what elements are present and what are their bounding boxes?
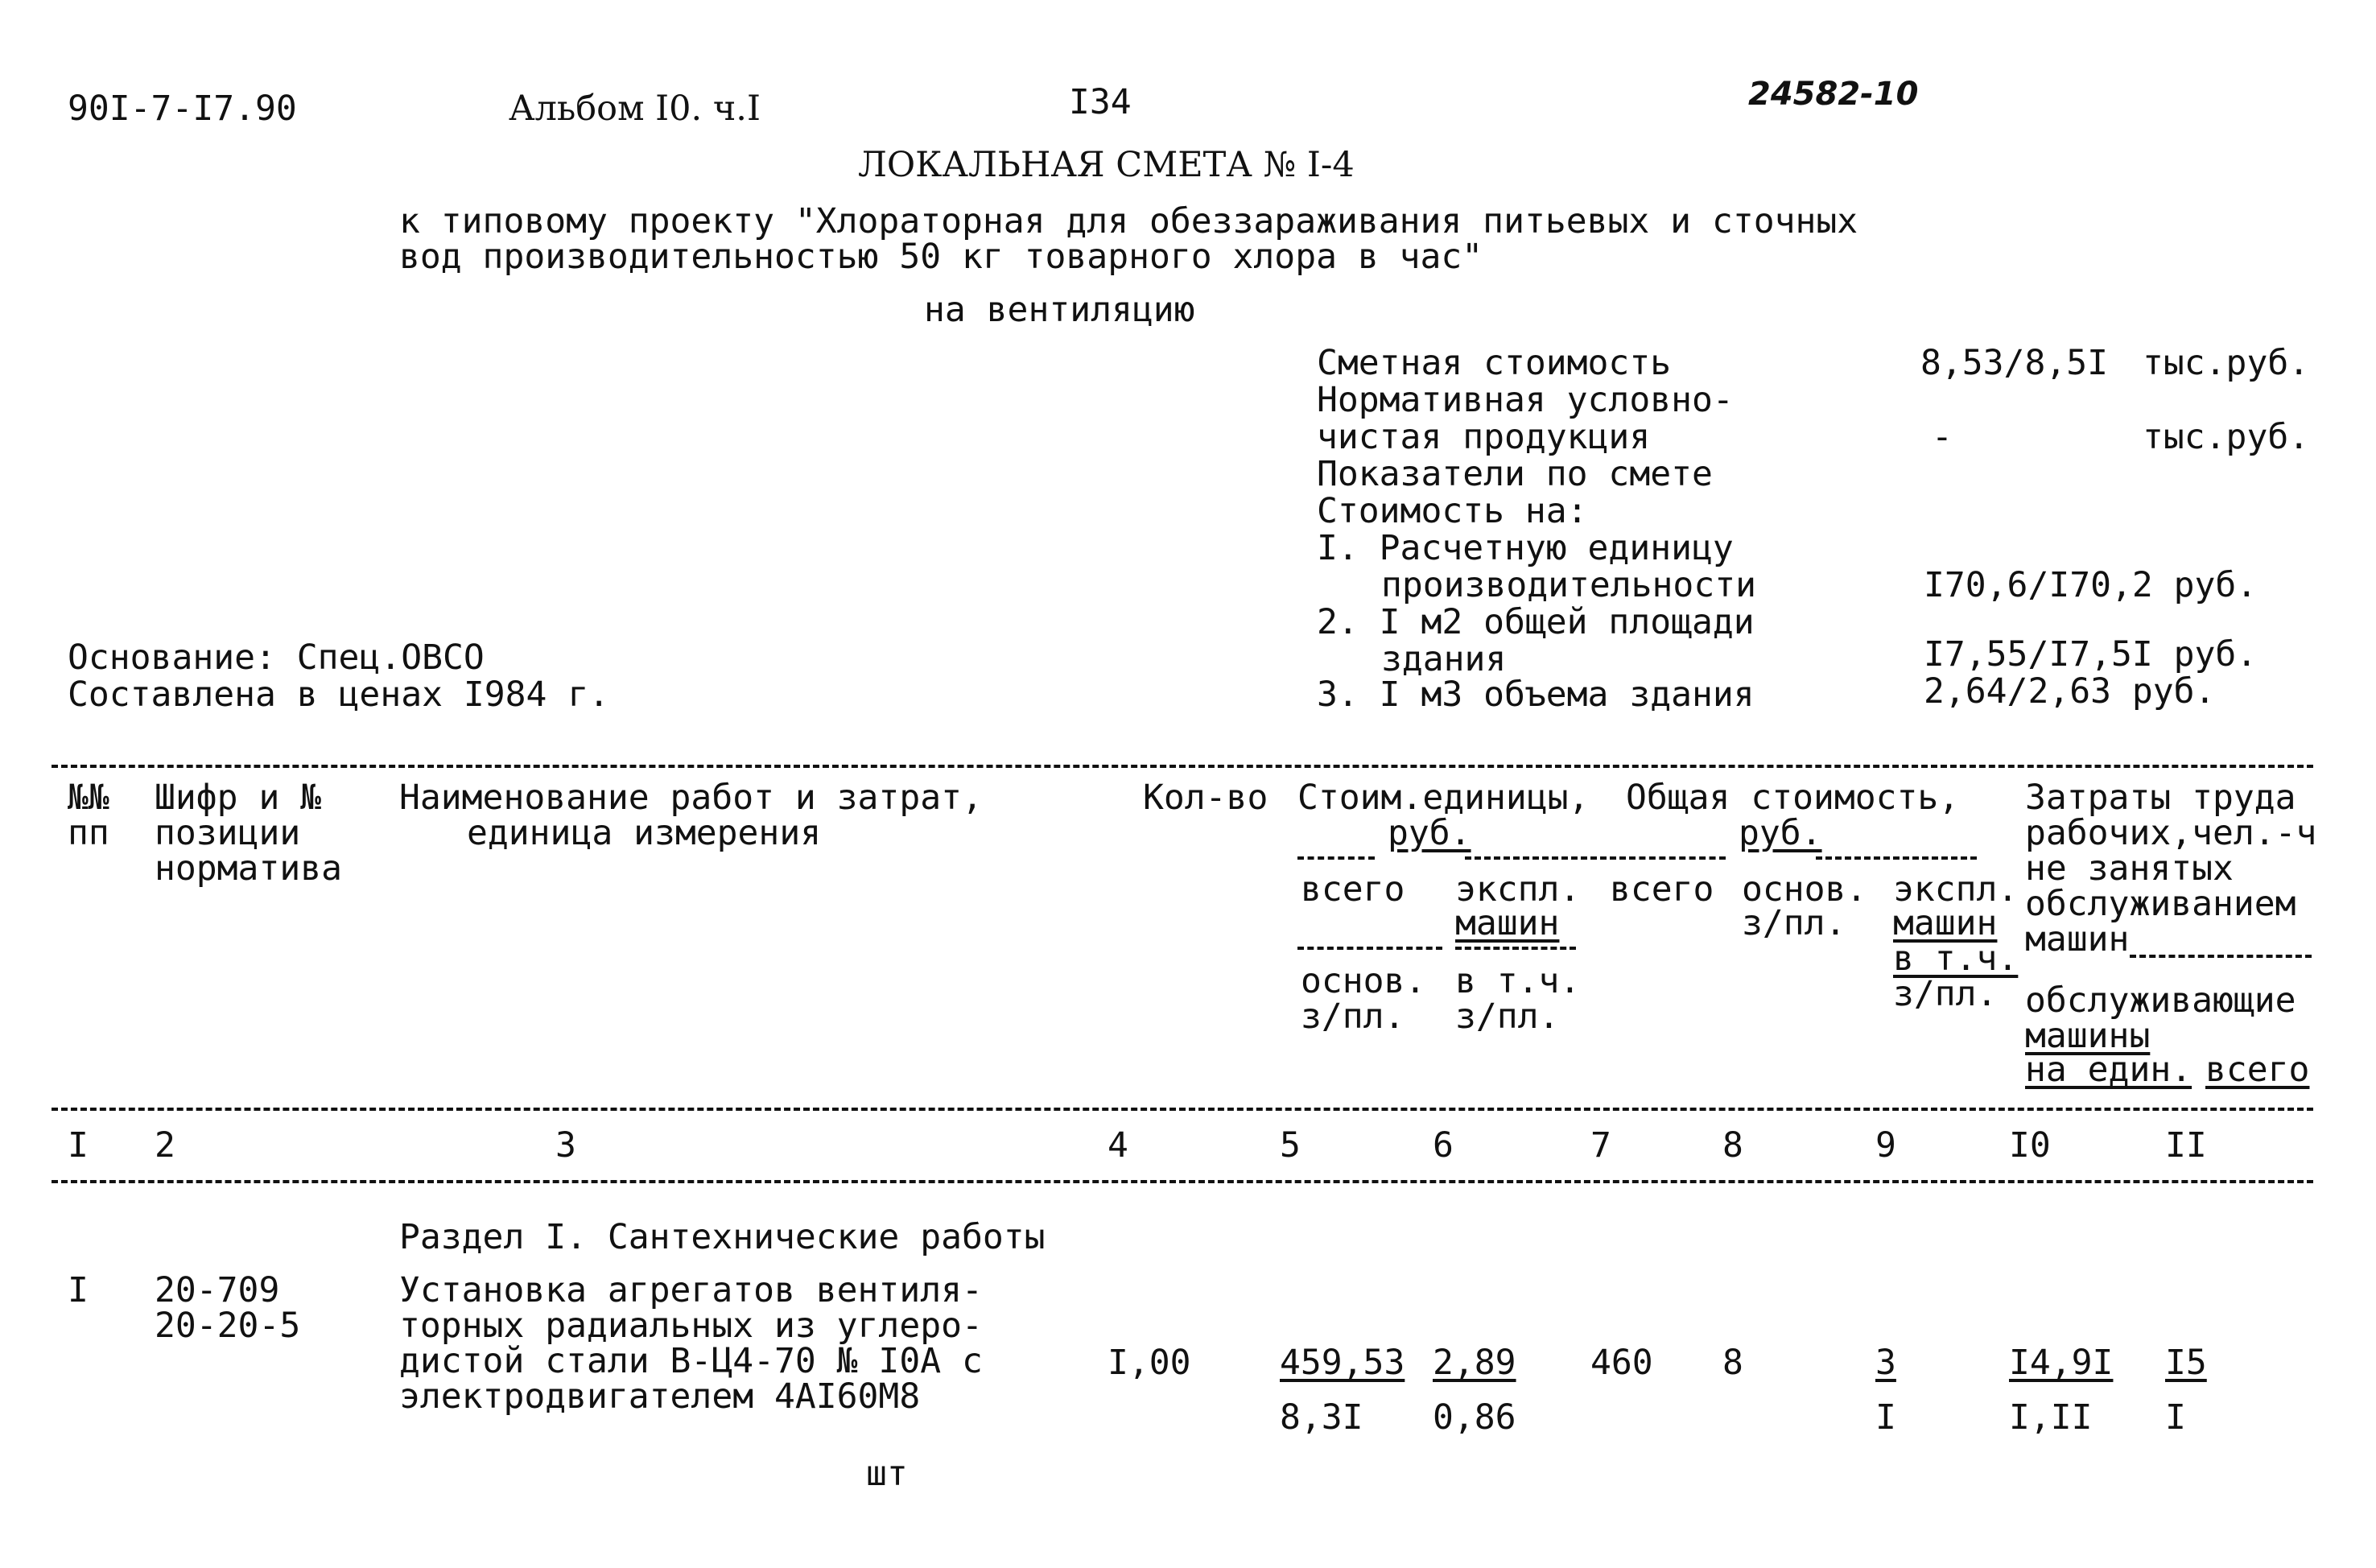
header-col8-b: з/пл. [1742, 903, 1846, 943]
header-col1011-a: Затраты труда [2025, 778, 2296, 818]
indicator-2-label-cont: здания [1381, 639, 1507, 679]
header-col56-b: руб. [1388, 813, 1471, 853]
estimate-title: ЛОКАЛЬНАЯ СМЕТА № I-4 [858, 145, 1355, 185]
header-col1-b: пп [68, 813, 109, 853]
header-col9-c: в т.ч. [1893, 939, 2019, 979]
col-number-11: II [2165, 1125, 2207, 1166]
header-col5-b: основ. [1301, 961, 1426, 1001]
col-number-1: I [68, 1125, 89, 1166]
row-labor-per-unit-service: I,II [2009, 1397, 2093, 1438]
header-col1011-e: машин [2025, 919, 2130, 959]
col-number-7: 7 [1590, 1125, 1611, 1166]
header-col789-b: руб. [1739, 813, 1822, 853]
row-unit-cost-total: 459,53 [1280, 1343, 1405, 1383]
header-col1011-h: на един. [2025, 1050, 2192, 1090]
header-col2-b: позиции [155, 813, 301, 853]
header-col56-rule-2 [1465, 856, 1626, 860]
col-number-2: 2 [155, 1125, 175, 1166]
header-col3-b: единица измерения [467, 813, 822, 853]
header-col3-a: Наименование работ и затрат, [399, 778, 983, 818]
row-number: I [68, 1270, 89, 1310]
norm-unit: тыс.руб. [2143, 417, 2310, 457]
project-line-2: вод производительностью 50 кг товарного хлора в час" [399, 237, 1483, 277]
header-col1011-g: машины [2025, 1016, 2151, 1056]
indicators-label: Показатели по смете [1317, 454, 1713, 494]
row-labor-total: I5 [2165, 1343, 2207, 1383]
header-col8-a: основ. [1742, 869, 1867, 910]
header-bottom-rule [52, 1108, 2313, 1111]
col-number-3: 3 [555, 1125, 576, 1166]
cost-value: 8,53/8,5I [1920, 343, 2108, 383]
row-unit-cost-wages: 8,3I [1280, 1397, 1363, 1438]
norm-label-1: Нормативная условно- [1317, 380, 1734, 420]
header-col6-rule [1455, 947, 1576, 950]
header-col6-d: з/пл. [1455, 997, 1560, 1037]
header-col56-a: Стоим.единицы, [1297, 778, 1590, 818]
project-line-3: на вентиляцию [924, 290, 1195, 330]
header-col9-a: экспл. [1893, 869, 2019, 910]
basis-line: Основание: Спец.ОВСО [68, 638, 485, 678]
col-number-10: I0 [2009, 1125, 2051, 1166]
header-col1011-rule-1 [2130, 955, 2312, 958]
row-name-b: торных радиальных из углеро- [399, 1306, 983, 1346]
page-number: I34 [1069, 82, 1132, 122]
header-col1-a: №№ [68, 778, 109, 818]
col-number-9: 9 [1875, 1125, 1896, 1166]
album-label: Альбом I0. ч.I [509, 89, 761, 129]
row-code-a: 20-709 [155, 1270, 280, 1310]
prices-line: Составлена в ценах I984 г. [68, 675, 610, 715]
header-col789-rule-1 [1629, 856, 1726, 860]
header-col1011-f: обслуживающие [2025, 980, 2296, 1021]
header-col1011-d: обслуживанием [2025, 884, 2296, 924]
row-name-c: дистой стали В-Ц4-70 № I0А с [399, 1341, 983, 1381]
indicator-1-label-cont: производительности [1381, 565, 1756, 605]
col-number-4: 4 [1108, 1125, 1128, 1166]
row-labor-total-service: I [2165, 1397, 2186, 1438]
indicator-2-label: 2. I м2 общей площади [1317, 602, 1755, 642]
header-col6-b: машин [1455, 903, 1560, 943]
row-name-d: электродвигателем 4АI60М8 [399, 1376, 921, 1417]
header-col6-c: в т.ч. [1455, 961, 1581, 1001]
row-unit-machines: 2,89 [1433, 1343, 1516, 1383]
cost-per-label: Стоимость на: [1317, 491, 1588, 531]
header-col7: всего [1610, 869, 1714, 910]
section-heading: Раздел I. Сантехнические работы [399, 1217, 1046, 1257]
header-col2-a: Шифр и № [155, 778, 322, 818]
indicator-3-value: 2,64/2,63 руб. [1924, 671, 2216, 712]
row-code-b: 20-20-5 [155, 1306, 301, 1346]
row-total-machines: 3 [1875, 1343, 1896, 1383]
indicator-1-label: I. Расчетную единицу [1317, 528, 1734, 568]
header-col789-rule-2 [1816, 856, 1977, 860]
row-qty: I,00 [1108, 1343, 1191, 1383]
col-number-6: 6 [1433, 1125, 1454, 1166]
cost-label: Сметная стоимость [1317, 343, 1672, 383]
inventory-number: 24582-10 [1748, 76, 1919, 113]
row-total-machines-wages: I [1875, 1397, 1896, 1438]
col-number-5: 5 [1280, 1125, 1301, 1166]
indicator-2-value: I7,55/I7,5I руб. [1924, 634, 2258, 675]
indicator-3-label: 3. I м3 объема здания [1317, 675, 1755, 715]
column-numbers-rule [52, 1180, 2313, 1183]
indicator-1-value: I70,6/I70,2 руб. [1924, 565, 2258, 605]
norm-label-2: чистая продукция [1317, 417, 1651, 457]
header-col56-rule-1 [1297, 856, 1375, 860]
header-col2-c: норматива [155, 848, 342, 889]
row-unit: шт [866, 1454, 908, 1494]
row-unit-machines-wages: 0,86 [1433, 1397, 1516, 1438]
row-name-a: Установка агрегатов вентиля- [399, 1270, 983, 1310]
header-col5-c: з/пл. [1301, 997, 1405, 1037]
project-line-1: к типовому проекту "Хлораторная для обеззараживания питьевых и сточных [399, 201, 1858, 241]
row-labor-per-unit: I4,9I [2009, 1343, 2114, 1383]
header-col789-a: Общая стоимость, [1626, 778, 1960, 818]
header-col6-a: экспл. [1455, 869, 1581, 910]
header-col9-d: з/пл. [1893, 974, 1998, 1014]
header-col5-rule [1297, 947, 1442, 950]
header-col5-a: всего [1301, 869, 1405, 910]
cost-unit: тыс.руб. [2143, 343, 2310, 383]
header-col4: Кол-во [1143, 778, 1268, 818]
col-number-8: 8 [1722, 1125, 1743, 1166]
row-total-wages: 8 [1722, 1343, 1743, 1383]
document-code: 90I-7-I7.90 [68, 89, 297, 129]
table-top-rule [52, 765, 2313, 768]
header-col9-b: машин [1893, 903, 1998, 943]
norm-value: - [1932, 417, 1953, 457]
header-col1011-c: не занятых [2025, 848, 2234, 889]
header-col1011-i: всего [2205, 1050, 2310, 1090]
header-col1011-b: рабочих,чел.-ч [2025, 813, 2317, 853]
row-total-cost: 460 [1590, 1343, 1653, 1383]
